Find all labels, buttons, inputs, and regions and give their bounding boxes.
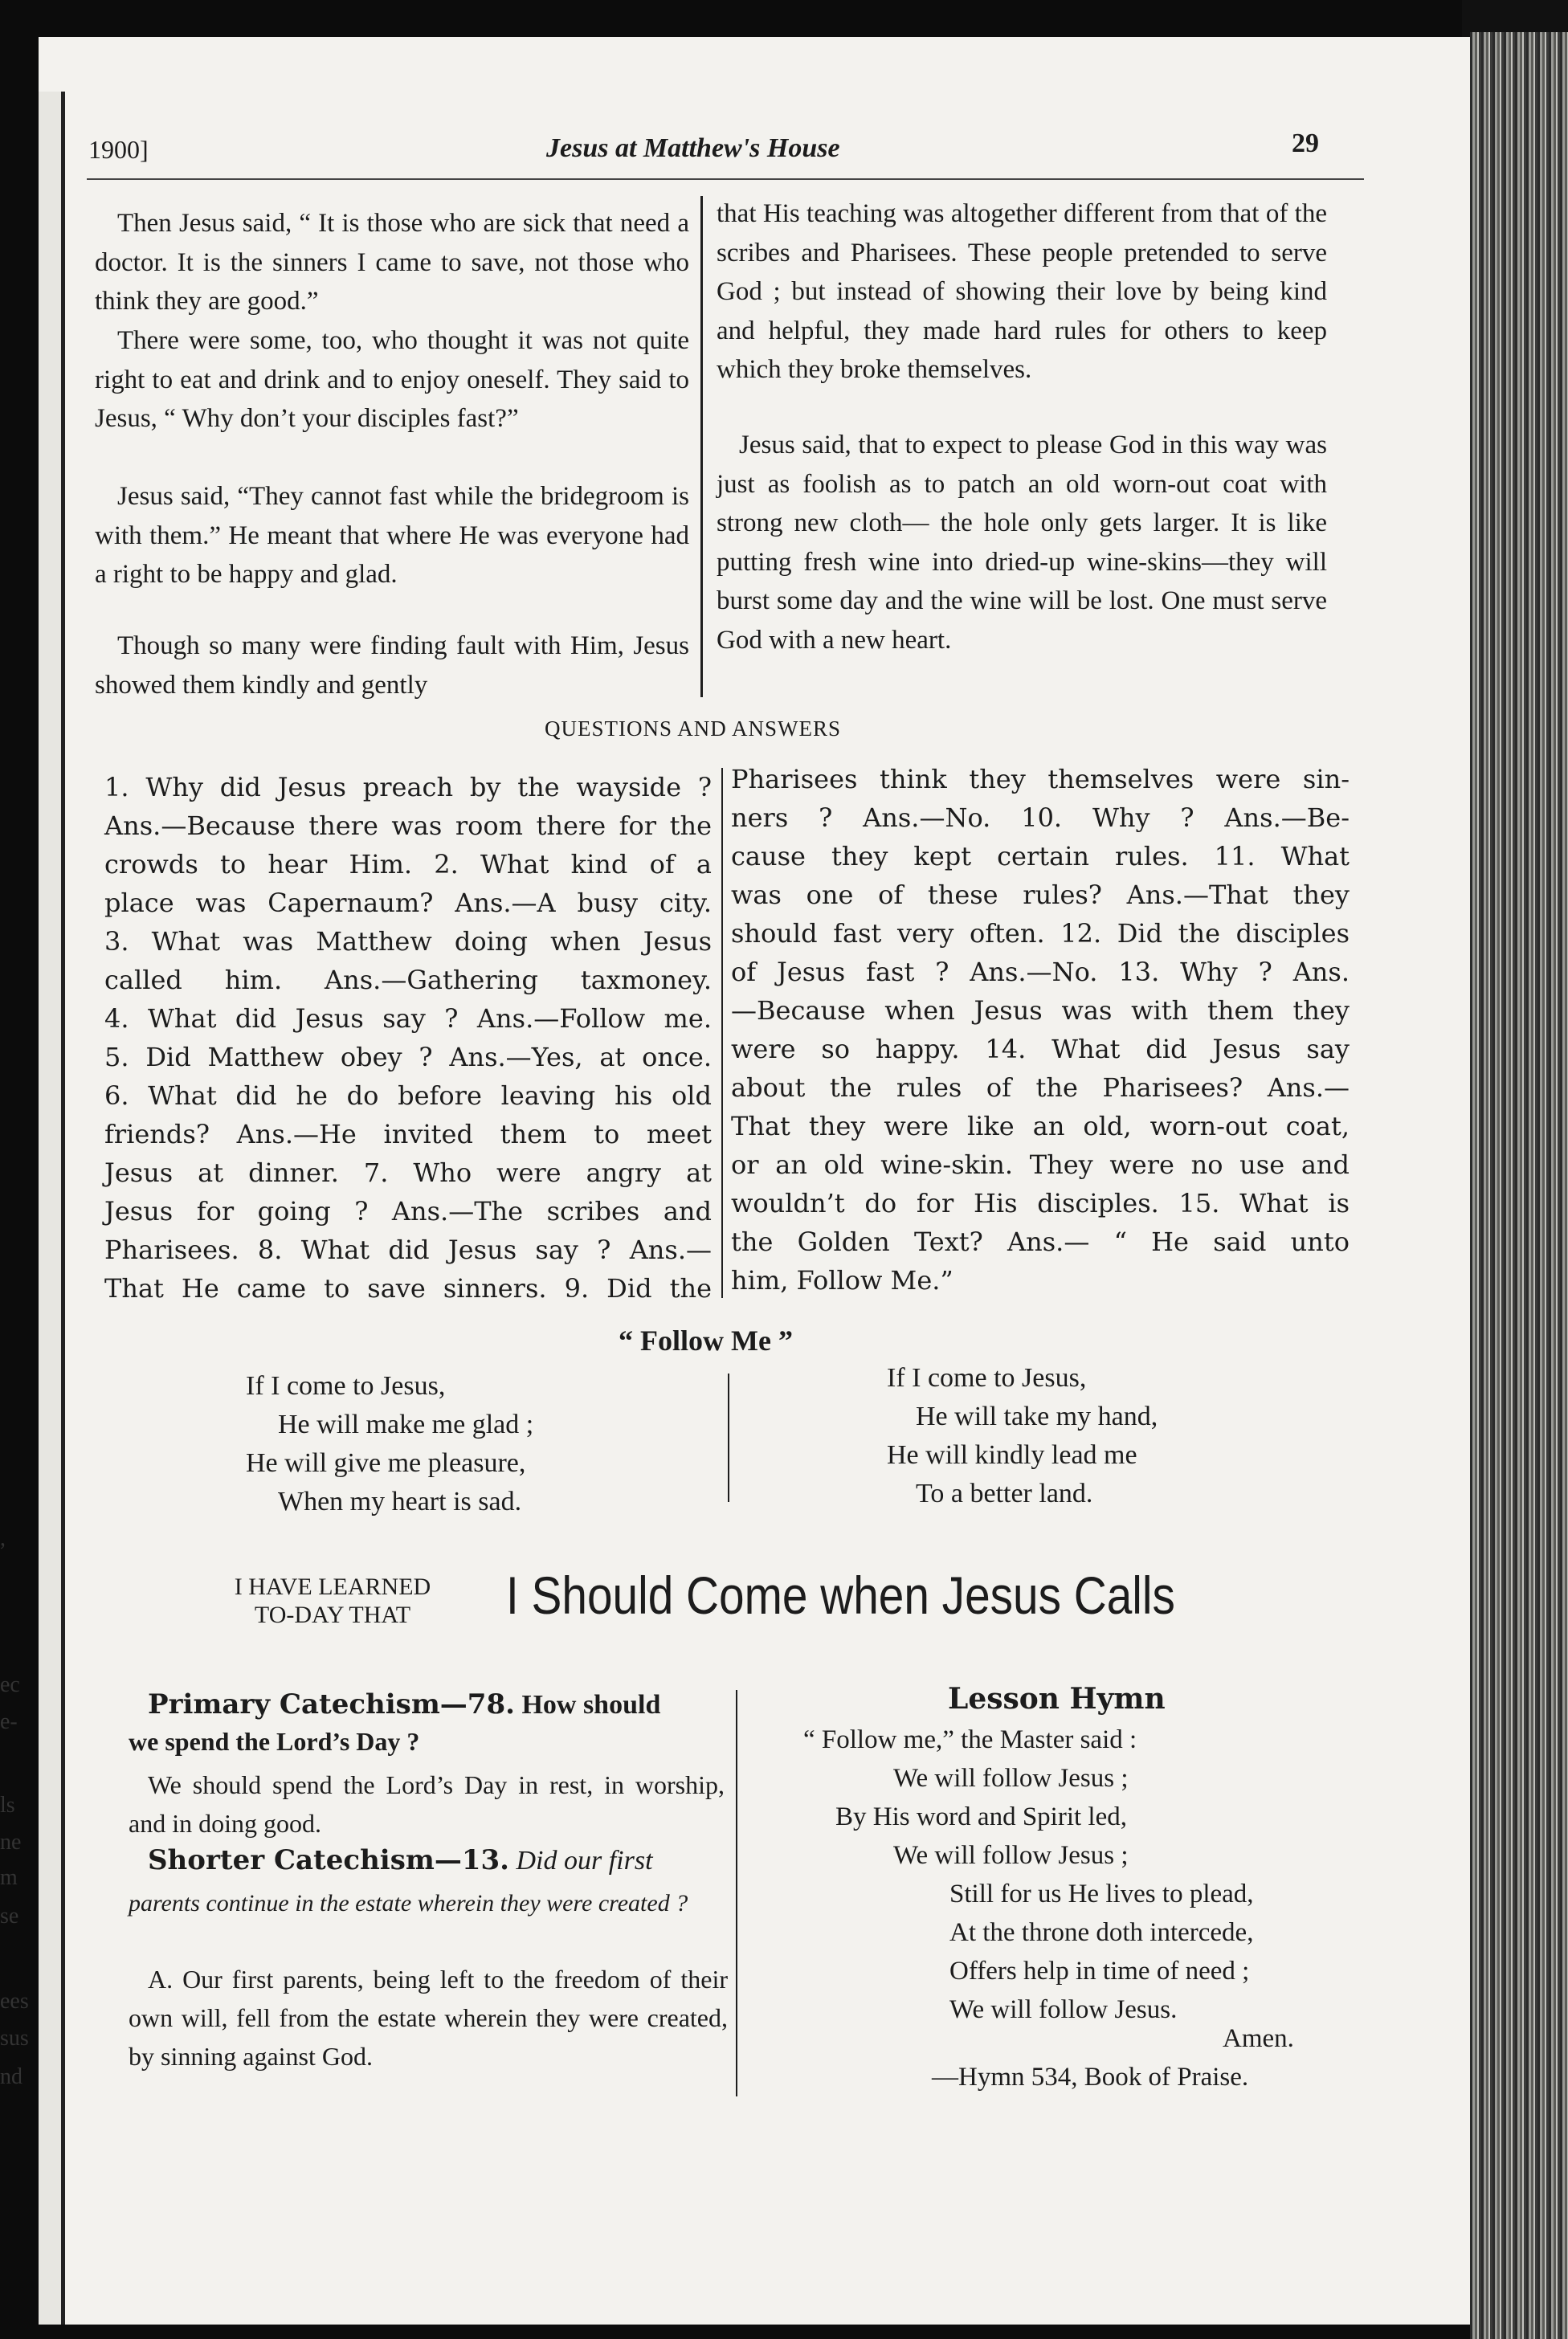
learned-label (180, 1573, 485, 1629)
questions-column-rule (721, 768, 723, 1298)
book-page-edges (1470, 32, 1568, 2339)
story-paragraph: that His teaching was altogether different from that of the scribes and Pharisees. These people pretended to serve God ; but instead of showing their love by being kind and helpful, they made hard rules for others to keep which they broke themselves. (717, 199, 1327, 385)
hymn-line: We will follow Jesus ; (893, 1764, 1129, 1793)
learned-label-line: I HAVE LEARNED (234, 1574, 431, 1600)
margin-fragment: ne (0, 1830, 22, 1855)
qa-line: should fast very often. 12. Did the disciples (731, 918, 1350, 949)
hymn-lines (803, 1721, 1254, 2029)
hymn-line: “ Follow me,” the Master said : (803, 1725, 1137, 1754)
shorter-catechism-line (148, 1844, 653, 1876)
learned-label-line: TO-DAY THAT (254, 1602, 411, 1628)
qa-line: of Jesus fast ? Ans.—No. 13. Why ? Ans. (731, 957, 1350, 987)
qa-line: was one of these rules? Ans.—That they (731, 880, 1350, 910)
primary-catechism-line (148, 1688, 660, 1721)
poem-line: He will kindly lead me (887, 1440, 1137, 1470)
qa-line: the Golden Text? Ans.— “ He said unto (731, 1227, 1350, 1257)
running-head-title: Jesus at Matthew's House (546, 133, 840, 163)
qa-line: place was Capernaum? Ans.—A busy city. (104, 888, 712, 918)
qa-line: cause they kept certain rules. 11. What (731, 841, 1350, 872)
hymn-line: We will follow Jesus ; (893, 1841, 1129, 1870)
poem-line: If I come to Jesus, (887, 1363, 1087, 1393)
margin-fragment: m (0, 1865, 18, 1890)
qa-line: him, Follow Me.” (731, 1265, 953, 1296)
poem-line: He will give me pleasure, (246, 1448, 526, 1478)
qa-line: 5. Did Matthew obey ? Ans.—Yes, at once. (104, 1042, 712, 1072)
qa-line: 4. What did Jesus say ? Ans.—Follow me. (104, 1003, 712, 1034)
qa-line: were so happy. 14. What did Jesus say (731, 1034, 1350, 1064)
hymn-line: By His word and Spirit led, (835, 1802, 1127, 1831)
poem-title: “ Follow Me ” (619, 1325, 793, 1357)
learned-statement: I Should Come when Jesus Calls (506, 1565, 1175, 1625)
primary-question: we spend the Lord’s Day ? (129, 1727, 420, 1756)
story-paragraph: There were some, too, who thought it was not quite right to eat and drink and to enjoy oneself. They said to Jesus, “ Why don’t your disciples fast?” (95, 326, 689, 434)
hymn-amen: Amen. (1223, 2024, 1294, 2053)
qa-line: Jesus at dinner. 7. Who were angry at (104, 1157, 712, 1188)
poem-line: If I come to Jesus, (246, 1371, 446, 1401)
hymn-line: We will follow Jesus. (949, 1995, 1178, 2024)
poem-right-stanza (887, 1359, 1158, 1513)
poem-line: When my heart is sad. (278, 1487, 522, 1516)
qa-line: 1. Why did Jesus preach by the wayside ? (104, 772, 712, 802)
poem-left-stanza (246, 1367, 533, 1521)
poem-line: To a better land. (916, 1479, 1093, 1508)
margin-fragment: , (0, 1526, 6, 1551)
header-rule (87, 178, 1364, 180)
running-head-year: 1900] (88, 135, 149, 164)
qa-line: Pharisees think they themselves were sin- (731, 764, 1350, 794)
margin-fragment: ees (0, 1989, 29, 2014)
margin-fragment: sus (0, 2026, 29, 2051)
margin-fragment: ec (0, 1672, 20, 1697)
margin-fragment: se (0, 1904, 19, 1929)
poem-line: He will take my hand, (916, 1402, 1158, 1431)
qa-line: about the rules of the Pharisees? Ans.— (731, 1072, 1350, 1103)
hymn-line: At the throne doth intercede, (949, 1918, 1254, 1947)
primary-question-start: How should (521, 1690, 661, 1720)
page-number: 29 (1292, 129, 1319, 158)
qa-line: called him. Ans.—Gathering taxmoney. (104, 965, 712, 995)
hymn-line: Offers help in time of need ; (949, 1957, 1250, 1986)
hymn-source: —Hymn 534, Book of Praise. (932, 2063, 1249, 2092)
qa-line: Pharisees. 8. What did Jesus say ? Ans.— (104, 1235, 712, 1265)
poem-line: He will make me glad ; (278, 1410, 534, 1439)
shorter-question: parents continue in the estate wherein they were created ? (129, 1890, 688, 1917)
story-paragraph: Then Jesus said, “ It is those who are sick that need a doctor. It is the sinners I came to save, not those who think they are good.” (95, 209, 689, 316)
primary-catechism-heading: Primary Catechism—78. (148, 1688, 515, 1721)
story-paragraph: Jesus said, that to expect to please God in this way was just as foolish as to patch an old worn-out coat with strong new cloth— the hole only gets larger. It is like putting fresh wine into dried-up wine-skins—they will burst some day and the wine will be lost. One must serve God with a new heart. (717, 431, 1327, 655)
qa-line: ners ? Ans.—No. 10. Why ? Ans.—Be- (731, 802, 1350, 833)
lesson-hymn-heading: Lesson Hymn (948, 1682, 1166, 1716)
qa-line: or an old wine-skin. They were no use and (731, 1149, 1350, 1180)
margin-fragment: ls (0, 1793, 15, 1818)
qa-line: Jesus for going ? Ans.—The scribes and (104, 1196, 712, 1227)
questions-heading: QUESTIONS AND ANSWERS (545, 716, 842, 741)
questions-left-column (104, 768, 712, 1308)
primary-answer: We should spend the Lord’s Day in rest, in worship, and in doing good. (129, 1770, 725, 1838)
story-paragraph: Though so many were finding fault with Him, Jesus showed them kindly and gently (95, 631, 689, 700)
catechism-divider (736, 1690, 737, 2096)
qa-line: That He came to save sinners. 9. Did the (104, 1273, 712, 1304)
story-column-rule (700, 196, 703, 697)
margin-fragment: nd (0, 2064, 22, 2089)
facing-page-margin (39, 92, 65, 2325)
qa-line: wouldn’t do for His disciples. 15. What is (731, 1188, 1350, 1218)
poem-divider (728, 1374, 729, 1502)
questions-right-column (731, 760, 1350, 1300)
qa-line: That they were like an old, worn-out coat, (731, 1111, 1350, 1141)
shorter-question-start: Did our first (516, 1846, 653, 1876)
story-paragraph: Jesus said, “They cannot fast while the bridegroom is with them.” He meant that where He was everyone had a right to be happy and glad. (95, 482, 689, 590)
shorter-catechism-heading: Shorter Catechism—13. (148, 1844, 509, 1876)
qa-line: —Because when Jesus was with them they (731, 995, 1350, 1026)
qa-line: crowds to hear Him. 2. What kind of a (104, 849, 712, 880)
qa-line: 3. What was Matthew doing when Jesus (104, 926, 712, 957)
qa-line: friends? Ans.—He invited them to meet (104, 1119, 712, 1149)
hymn-line: Still for us He lives to plead, (949, 1880, 1254, 1908)
margin-fragment: e- (0, 1709, 18, 1734)
qa-line: 6. What did he do before leaving his old (104, 1080, 712, 1111)
facing-page-text-fragments (0, 0, 29, 2339)
shorter-answer: A. Our first parents, being left to the freedom of their own will, fell from the estate wherein they were created, by sinning against God. (129, 1965, 728, 2071)
qa-line: Ans.—Because there was room there for the (104, 810, 712, 841)
